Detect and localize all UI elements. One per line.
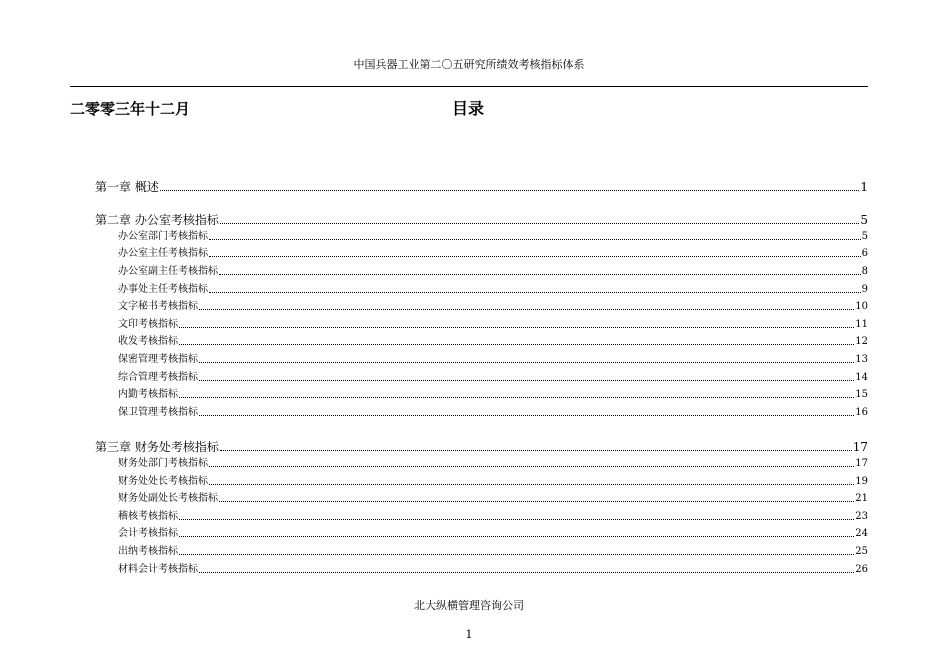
toc-leader [219,273,861,275]
toc-section-label: 财务处部门考核指标 [118,458,208,469]
toc-section-label: 会计考核指标 [118,528,178,539]
toc-leader [179,535,854,537]
toc-page-number: 10 [855,301,868,312]
toc-section[interactable] [118,527,868,541]
toc-page-number: 8 [861,266,868,277]
toc-section[interactable] [118,283,868,297]
toc-page-number: 23 [855,511,868,522]
toc-section[interactable] [118,388,868,402]
toc-section[interactable] [118,406,868,420]
toc-page-number: 14 [855,372,868,383]
toc-leader [199,308,854,310]
toc-title: 目录 [452,99,485,118]
toc-leader [209,483,854,485]
toc-section[interactable] [118,492,868,506]
toc-page-number: 17 [852,440,868,454]
toc-leader [160,189,860,191]
toc-section[interactable] [118,545,868,559]
toc-page-number: 11 [855,319,868,330]
toc-section-label: 内勤考核指标 [118,389,178,400]
toc-section[interactable] [118,457,868,471]
toc-section-label: 稽核考核指标 [118,511,178,522]
document-date: 二零零三年十二月 [70,100,191,118]
toc-leader [220,449,852,451]
toc-section[interactable] [118,475,868,489]
toc-page-number: 24 [855,528,868,539]
toc-section-label: 保密管理考核指标 [118,354,198,365]
toc-section-label: 出纳考核指标 [118,546,178,557]
toc-chapter-label: 第二章 办公室考核指标 [95,213,219,227]
toc-page-number: 15 [855,389,868,400]
toc-section[interactable] [118,371,868,385]
toc-chapter-label: 第一章 概述 [95,180,159,194]
toc-leader [179,326,854,328]
toc-page-number: 5 [861,231,868,242]
toc-section[interactable] [118,510,868,524]
toc-section-label: 文印考核指标 [118,319,178,330]
toc-section-label: 收发考核指标 [118,336,178,347]
page-number: 1 [465,628,473,641]
toc-section[interactable] [118,230,868,244]
toc-page-number: 16 [855,407,868,418]
toc-leader [209,291,861,293]
toc-leader [209,465,854,467]
toc-section-label: 办事处主任考核指标 [118,284,208,295]
toc-section[interactable] [118,318,868,332]
toc-leader [219,500,854,502]
toc-leader [209,238,861,240]
toc-page-number: 26 [855,564,868,575]
toc-section-label: 综合管理考核指标 [118,372,198,383]
toc-leader [179,518,854,520]
toc-chapter-label: 第三章 财务处考核指标 [95,440,219,454]
toc-section-label: 材料会计考核指标 [118,564,198,575]
toc-page-number: 1 [860,180,868,194]
toc-leader [209,255,861,257]
toc-section-label: 财务处处长考核指标 [118,476,208,487]
toc-section[interactable] [118,265,868,279]
toc-chapter-2[interactable] [95,212,868,228]
toc-page-number: 5 [860,213,868,227]
toc-section-label: 办公室主任考核指标 [118,248,208,259]
toc-page-number: 6 [861,248,868,259]
toc-section-label: 办公室副主任考核指标 [118,266,218,277]
toc-section[interactable] [118,247,868,261]
toc-leader [199,379,854,381]
toc-page-number: 13 [855,354,868,365]
toc-page-number: 12 [855,336,868,347]
toc-leader [199,414,854,416]
toc-page-number: 21 [855,493,868,504]
toc-section-label: 办公室部门考核指标 [118,231,208,242]
toc-page-number: 19 [855,476,868,487]
toc-leader [199,361,854,363]
toc-section-label: 保卫管理考核指标 [118,407,198,418]
toc-section[interactable] [118,300,868,314]
toc-leader [179,553,854,555]
toc-leader [179,343,854,345]
toc-chapter-3[interactable] [95,439,868,455]
toc-page-number: 17 [855,458,868,469]
page-footer: 北大纵横管理咨询公司 [414,599,524,612]
toc-page-number: 9 [861,284,868,295]
toc-section-label: 财务处副处长考核指标 [118,493,218,504]
toc-section-label: 文字秘书考核指标 [118,301,198,312]
page-header: 中国兵器工业第二〇五研究所绩效考核指标体系 [353,58,585,71]
toc-chapter-1[interactable] [95,179,868,195]
toc-section[interactable] [118,353,868,367]
toc-leader [220,222,860,224]
toc-leader [179,396,854,398]
toc-leader [199,571,854,573]
toc-section[interactable] [118,563,868,577]
toc-section[interactable] [118,335,868,349]
toc-page-number: 25 [855,546,868,557]
